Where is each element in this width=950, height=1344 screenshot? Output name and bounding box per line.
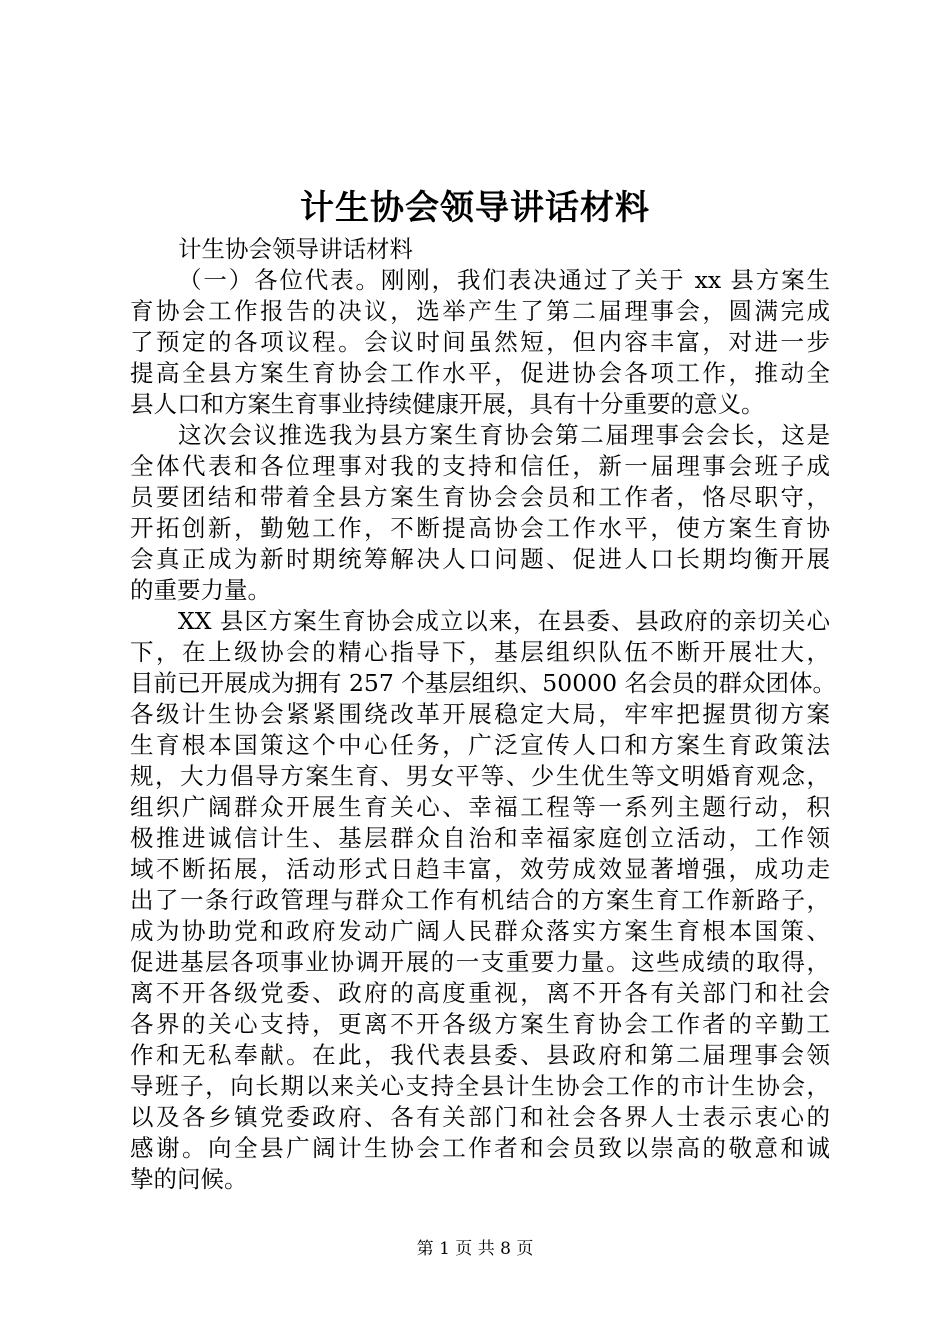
text-line: 各界的关心支持，更离不开各级方案生育协会工作者的辛勤工 [130,1010,830,1038]
document-body [130,234,837,1195]
text-line: 极推进诚信计生、基层群众自治和幸福家庭创立活动，工作领 [130,824,830,852]
text-line: 导班子，向长期以来关心支持全县计生协会工作的市计生协会， [130,1072,830,1100]
text-line: 计生协会领导讲话材料 [178,235,413,263]
text-line: 员要团结和带着全县方案生育协会会员和工作者，恪尽职守， [130,483,830,511]
text-line: 感谢。向全县广阔计生协会工作者和会员致以崇高的敬意和诚 [130,1134,830,1162]
text-line: 县人口和方案生育事业持续健康开展，具有十分重要的意义。 [130,390,765,418]
text-line: 会真正成为新时期统筹解决人口问题、促进人口长期均衡开展 [130,545,830,573]
text-line: 成为协助党和政府发动广阔人民群众落实方案生育根本国策、 [130,917,830,945]
text-line: 组织广阔群众开展生育关心、幸福工程等一系列主题行动，积 [130,793,830,821]
text-line: 挚的问候。 [130,1165,248,1193]
text-line: 的重要力量。 [130,576,271,604]
text-line: 这次会议推选我为县方案生育协会第二届理事会会长，这是 [178,421,830,449]
text-line: 了预定的各项议程。会议时间虽然短，但内容丰富，对进一步 [130,328,830,356]
text-line: 各级计生协会紧紧围绕改革开展稳定大局，牢牢把握贯彻方案 [130,700,830,728]
text-line: XX 县区方案生育协会成立以来，在县委、县政府的亲切关心 [178,607,830,635]
text-line: 出了一条行政管理与群众工作有机结合的方案生育工作新路子， [130,886,830,914]
page-footer: 第 1 页 共 8 页 [416,1239,534,1259]
text-line: 目前已开展成为拥有 257 个基层组织、50000 名会员的群众团体。 [130,669,837,697]
text-line: 离不开各级党委、政府的高度重视，离不开各有关部门和社会 [130,979,830,1007]
text-line: 规，大力倡导方案生育、男女平等、少生优生等文明婚育观念， [130,762,830,790]
text-line: 生育根本国策这个中心任务，广泛宣传人口和方案生育政策法 [130,731,830,759]
text-line: 全体代表和各位理事对我的支持和信任，新一届理事会班子成 [130,452,830,480]
text-line: （一）各位代表。刚刚，我们表决通过了关于 xx 县方案生 [178,266,830,294]
text-line: 以及各乡镇党委政府、各有关部门和社会各界人士表示衷心的 [130,1103,830,1131]
text-line: 域不断拓展，活动形式日趋丰富，效劳成效显著增强，成功走 [130,855,830,883]
text-line: 育协会工作报告的决议，选举产生了第二届理事会，圆满完成 [130,297,830,325]
text-line: 提高全县方案生育协会工作水平，促进协会各项工作，推动全 [130,359,830,387]
text-line: 促进基层各项事业协调开展的一支重要力量。这些成绩的取得， [130,948,830,976]
text-line: 作和无私奉献。在此，我代表县委、县政府和第二届理事会领 [130,1041,830,1069]
document-title: 计生协会领导讲话材料 [300,188,650,228]
text-line: 开拓创新，勤勉工作，不断提高协会工作水平，使方案生育协 [130,514,830,542]
text-line: 下，在上级协会的精心指导下，基层组织队伍不断开展壮大， [130,638,830,666]
